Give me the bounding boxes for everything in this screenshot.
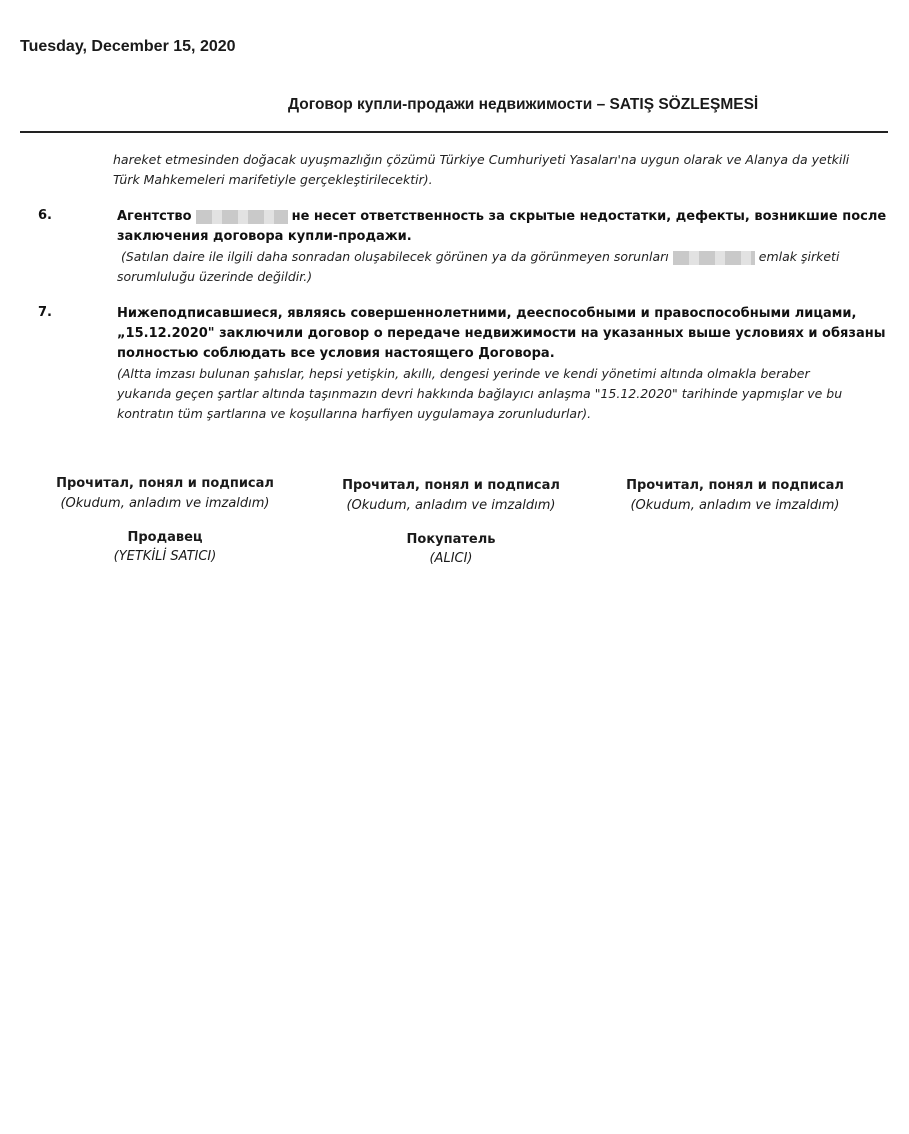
clause-7-ru-line: „15.12.2020" заключили договор о передаче недвижимости на указанных выше условиях и обязаны: [117, 326, 886, 341]
signature-subheading: (Okudum, anladım ve imzaldım): [346, 498, 556, 513]
clause-6-tr-line: [117, 247, 887, 267]
clause-7-number: 7.: [38, 305, 52, 320]
document-title: Договор купли-продажи недвижимости – SATIŞ SÖZLEŞMESİ: [288, 96, 759, 113]
clause-6-tr-text: emlak şirketi: [758, 249, 840, 264]
redacted-agency-name: [673, 251, 755, 265]
seller-role-tr: (YETKİLİ SATICI): [113, 549, 217, 564]
clause-6-ru-text: Агентство: [117, 209, 192, 224]
header-divider: [20, 131, 888, 133]
clause-7-ru-line: Нижеподписавшиеся, являясь совершеннолетними, дееспособными и правоспособными лицами,: [117, 306, 857, 321]
seller-role: Продавец: [127, 530, 203, 545]
signature-heading: Прочитал, понял и подписал: [626, 478, 844, 493]
signature-heading: Прочитал, понял и подписал: [342, 478, 560, 493]
previous-clause-continuation: [113, 150, 883, 190]
clause-7-tr-line: (Altta imzası bulunan şahıslar, hepsi yetişkin, akıllı, dengesi yerinde ve kendi yönetimi altında olmakla beraber: [117, 366, 810, 381]
signature-subheading: (Okudum, anladım ve imzaldım): [630, 498, 840, 513]
buyer-role: Покупатель: [406, 532, 496, 547]
clause-6-tr-line: sorumluluğu üzerinde değildir.): [117, 269, 313, 284]
clause-7-tr-line: kontratın tüm şartlarına ve koşullarına harfiyen uygulamaya zorunludurlar).: [117, 406, 592, 421]
continuation-line: Türk Mahkemeleri marifetiyle gerçekleştirilecektir).: [113, 172, 433, 187]
clause-6-ru-text: не несет ответственность за скрытые недостатки, дефекты, возникшие после: [291, 209, 887, 224]
clause-6-ru-line: [117, 207, 887, 227]
clause-6-ru-line: заключения договора купли-продажи.: [117, 229, 412, 244]
buyer-role-tr: (ALICI): [429, 551, 473, 566]
clause-7-ru-line: полностью соблюдать все условия настоящего Договора.: [117, 346, 555, 361]
signature-block-seller: [50, 474, 280, 566]
clause-7: [117, 304, 887, 424]
signature-subheading: (Okudum, anladım ve imzaldım): [60, 496, 270, 511]
clause-6-tr-text: (Satılan daire ile ilgili daha sonradan oluşabilecek görünen ya da görünmeyen sorunları: [121, 249, 669, 264]
redacted-agency-name: [196, 210, 288, 224]
clause-7-tr-line: yukarıda geçen şartlar altında taşınmazın devri hakkında bağlayıcı anlaşma "15.12.2020" tarihinde yapmışlar ve bu: [117, 386, 843, 401]
signature-block-third: [620, 476, 850, 516]
clause-6-number: 6.: [38, 208, 52, 223]
signature-heading: Прочитал, понял и подписал: [56, 476, 274, 491]
print-date: Tuesday, December 15, 2020: [20, 38, 236, 55]
signature-block-buyer: [336, 476, 566, 568]
clause-6: [117, 207, 887, 287]
continuation-line: hareket etmesinden doğacak uyuşmazlığın çözümü Türkiye Cumhuriyeti Yasaları'na uygun olarak ve Alanya da yetkili: [113, 152, 850, 167]
